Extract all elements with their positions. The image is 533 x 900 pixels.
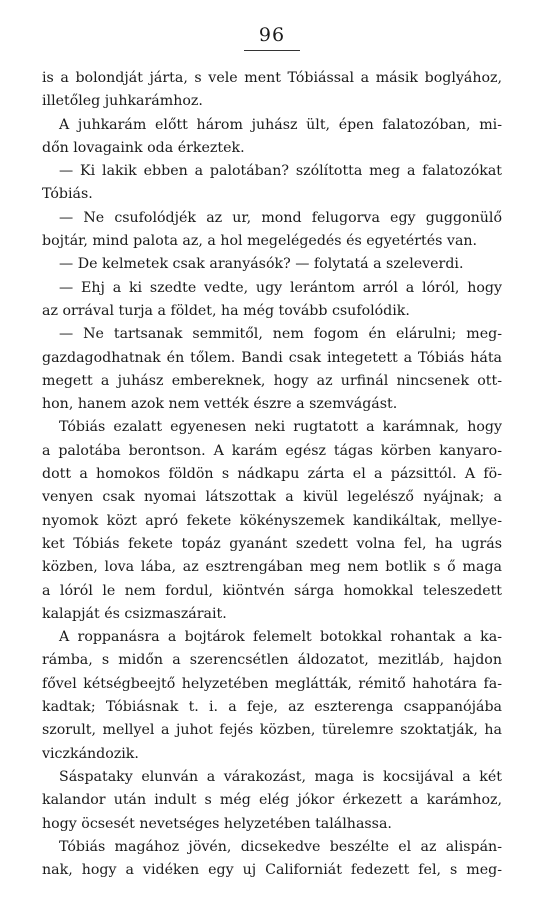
text-line: Sáspataky elunván a várakozást, maga is kocsijával a két xyxy=(59,768,502,785)
text-line: — De kelmetek csak aranyásók? — folytatá a szeleverdi. xyxy=(59,256,464,273)
text-line: — Ne tartsanak semmitől, nem fogom én elárulni; meg- xyxy=(59,326,502,343)
text-line: megett a juhász embereknek, hogy az urfinál nincsenek ott- xyxy=(42,372,502,389)
text-line: — Ki lakik ebben a palotában? szólította meg a falatozókat xyxy=(59,163,502,180)
text-line: Tóbiás magához jövén, dicsekedve beszélte el az alispán- xyxy=(59,838,502,855)
text-line: kalapját és csizmaszárait. xyxy=(42,605,227,622)
page-number: 96 xyxy=(258,24,286,46)
text-line: fővel kétségbeejtő helyzetében meglátták, rémitő hahotára fa- xyxy=(42,675,502,692)
text-line: rámba, s midőn a szerencsétlen áldozatot, mezitláb, hajdon xyxy=(42,652,502,669)
text-line: szorult, mellyel a juhot fejés közben, türelemre szoktatják, ha xyxy=(42,722,502,739)
text-line: nak, hogy a vidéken egy uj Californiát fedezett fel, s meg- xyxy=(42,862,502,879)
text-line: kalandor után indult s még elég jókor érkezett a karámhoz, xyxy=(42,792,502,809)
text-line: közben, lova lába, az esztrengában meg nem botlik s ő maga xyxy=(42,559,502,576)
text-line: — Ne csufolódjék az ur, mond felugorva egy guggonülő xyxy=(59,209,502,226)
text-line: viczkándozik. xyxy=(42,745,139,762)
text-line: hogy öcsesét nevetséges helyzetében találhassa. xyxy=(42,815,392,832)
page-number-rule xyxy=(244,50,300,51)
text-line: dőn lovagaink oda érkeztek. xyxy=(42,139,245,156)
text-line: kadtak; Tóbiásnak t. i. a feje, az eszterenga csappanójába xyxy=(42,699,502,716)
text-line: venyen csak nyomai látszottak a kivül legelésző nyájnak; a xyxy=(42,489,502,506)
text-line: az orrával turja a földet, ha még tovább csufolódik. xyxy=(42,302,410,319)
book-page xyxy=(42,22,502,882)
text-line: is a bolondját járta, s vele ment Tóbiással a másik boglyához, xyxy=(42,70,502,86)
text-line: — Ehj a ki szedte vedte, ugy lerántom arról a lóról, hogy xyxy=(59,279,502,296)
text-body xyxy=(42,67,502,882)
text-line: Tóbiás. xyxy=(42,186,93,203)
text-line: bojtár, mind palota az, a hol megelégedés és egyetértés van. xyxy=(42,233,478,250)
text-line: nyomok közt apró fekete kökényszemek kandikáltak, mellye- xyxy=(42,512,502,529)
text-line: A roppanásra a bojtárok felemelt botokkal rohantak a ka- xyxy=(59,629,502,646)
text-line: ket Tóbiás fekete topáz gyanánt szedett volna fel, ha ugrás xyxy=(42,535,502,552)
text-line: illetőleg juhkarámhoz. xyxy=(42,93,203,110)
text-line: Tóbiás ezalatt egyenesen neki rugtatott a karámnak, hogy xyxy=(59,419,502,436)
text-line: hon, hanem azok nem vették észre a szemvágást. xyxy=(42,396,398,413)
text-line: a palotába berontson. A karám egész tágas körben kanyaro- xyxy=(42,442,502,459)
text-line: gazdagodhatnak én tőlem. Bandi csak integetett a Tóbiás háta xyxy=(42,349,502,366)
text-line: a lóról le nem fordul, kiöntvén sárga homokkal teleszedett xyxy=(42,582,502,599)
text-line: A juhkarám előtt három juhász ült, épen falatozóban, mi- xyxy=(59,116,502,133)
text-line: dott a homokos földön s nádkapu zárta el a pázsittól. A fö- xyxy=(42,466,502,483)
